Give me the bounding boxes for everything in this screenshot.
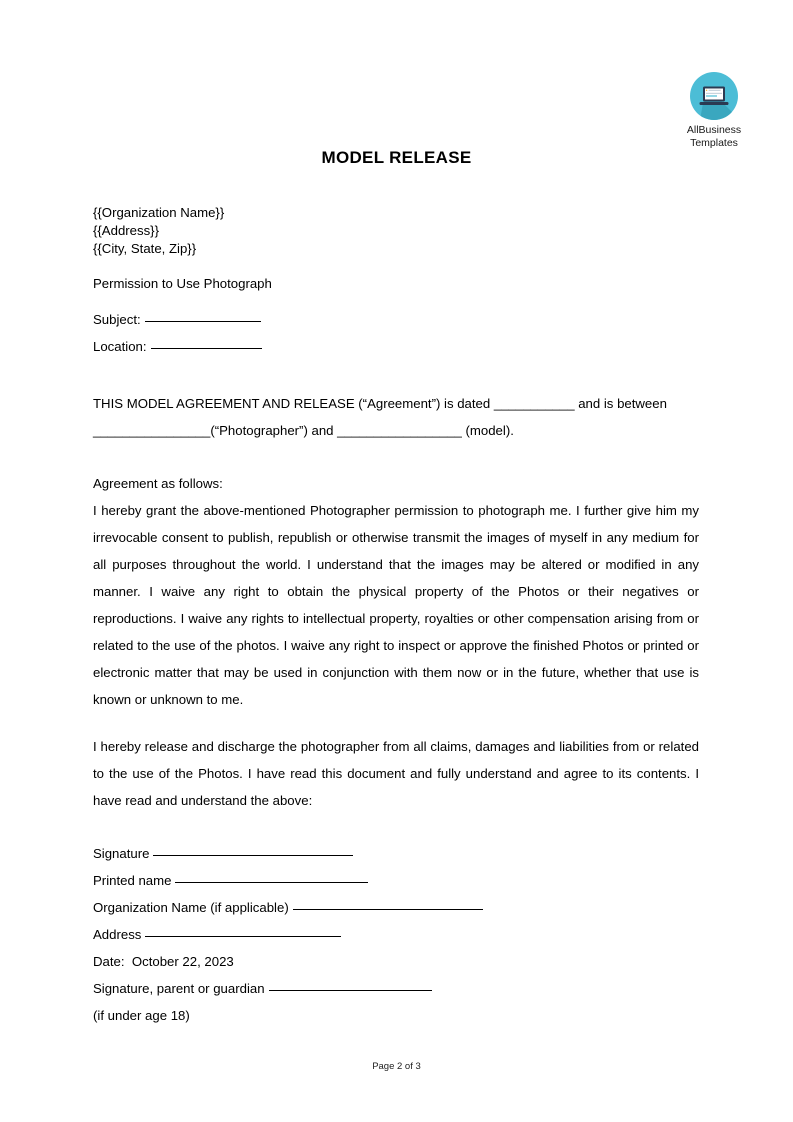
location-label: Location: [93,339,147,354]
signature-row [93,840,699,867]
agreement-statement [93,390,699,444]
printed-name-label: Printed name [93,873,172,888]
organization-name-label: Organization Name (if applicable) [93,900,289,915]
logo-circle [690,72,738,120]
address-row [93,921,699,948]
signature-block [93,840,699,1029]
agreement-as-follows-heading: Agreement as follows: [93,476,223,491]
paragraph-grant-permission: I hereby grant the above-mentioned Photographer permission to photograph me. I further give him my irrevocable consent to publish, republish or otherwise transmit the images of myself in any medium for all purposes throughout the world. I understand that the images may be altered or modified in any manner. I waive any right to obtain the physical property of the Photos or their negatives or reproductions. I waive any rights to intellectual property, royalties or other compensation arising from or related to the use of the photos. I waive any right to inspect or approve the finished Photos or printed or electronic matter that may be used in conjunction with them now or in the future, whether that use is known or unknown to me. [93,503,699,707]
document-body [93,204,699,1029]
page-title: MODEL RELEASE [321,148,472,167]
guardian-signature-row [93,975,699,1002]
under-age-note: (if under age 18) [93,1008,190,1023]
city-state-zip-placeholder: {{City, State, Zip}} [93,241,197,256]
date-row [93,948,699,975]
location-input-rule[interactable] [151,348,262,349]
logo-wordmark [664,124,764,150]
subject-label: Subject: [93,312,141,327]
paragraph-release-discharge: I hereby release and discharge the photographer from all claims, damages and liabilities from or related to the use of the Photos. I have read this document and fully understand and agree to its contents. I have read and understand the above: [93,739,699,808]
address-label: Address [93,927,142,942]
subject-input-rule[interactable] [145,321,261,322]
address-placeholder: {{Address}} [93,223,159,238]
page-footer: Page 2 of 3 [372,1061,421,1072]
organization-placeholder: {{Organization Name}} [93,205,225,220]
agreement-statement-line2: ________________(“Photographer”) and _________________ (model). [93,423,514,438]
printed-name-row [93,867,699,894]
guardian-signature-label: Signature, parent or guardian [93,981,265,996]
signature-label: Signature [93,846,150,861]
signature-input-rule[interactable] [153,855,353,856]
permission-heading: Permission to Use Photograph [93,276,272,291]
subject-field-row [93,306,699,333]
guardian-signature-input-rule[interactable] [269,990,432,991]
organization-name-row [93,894,699,921]
address-input-rule[interactable] [145,936,341,937]
brand-logo [664,72,764,150]
logo-text-line1: AllBusiness [686,124,742,136]
printed-name-input-rule[interactable] [175,882,368,883]
organization-name-input-rule[interactable] [293,909,483,910]
date-value: October 22, 2023 [131,954,234,969]
date-label: Date: [93,954,125,969]
agreement-statement-line1: THIS MODEL AGREEMENT AND RELEASE (“Agreement”) is dated ___________ and is between [93,396,667,411]
logo-text-line2: Templates [690,137,738,149]
laptop-icon [699,85,729,107]
location-field-row [93,333,699,360]
